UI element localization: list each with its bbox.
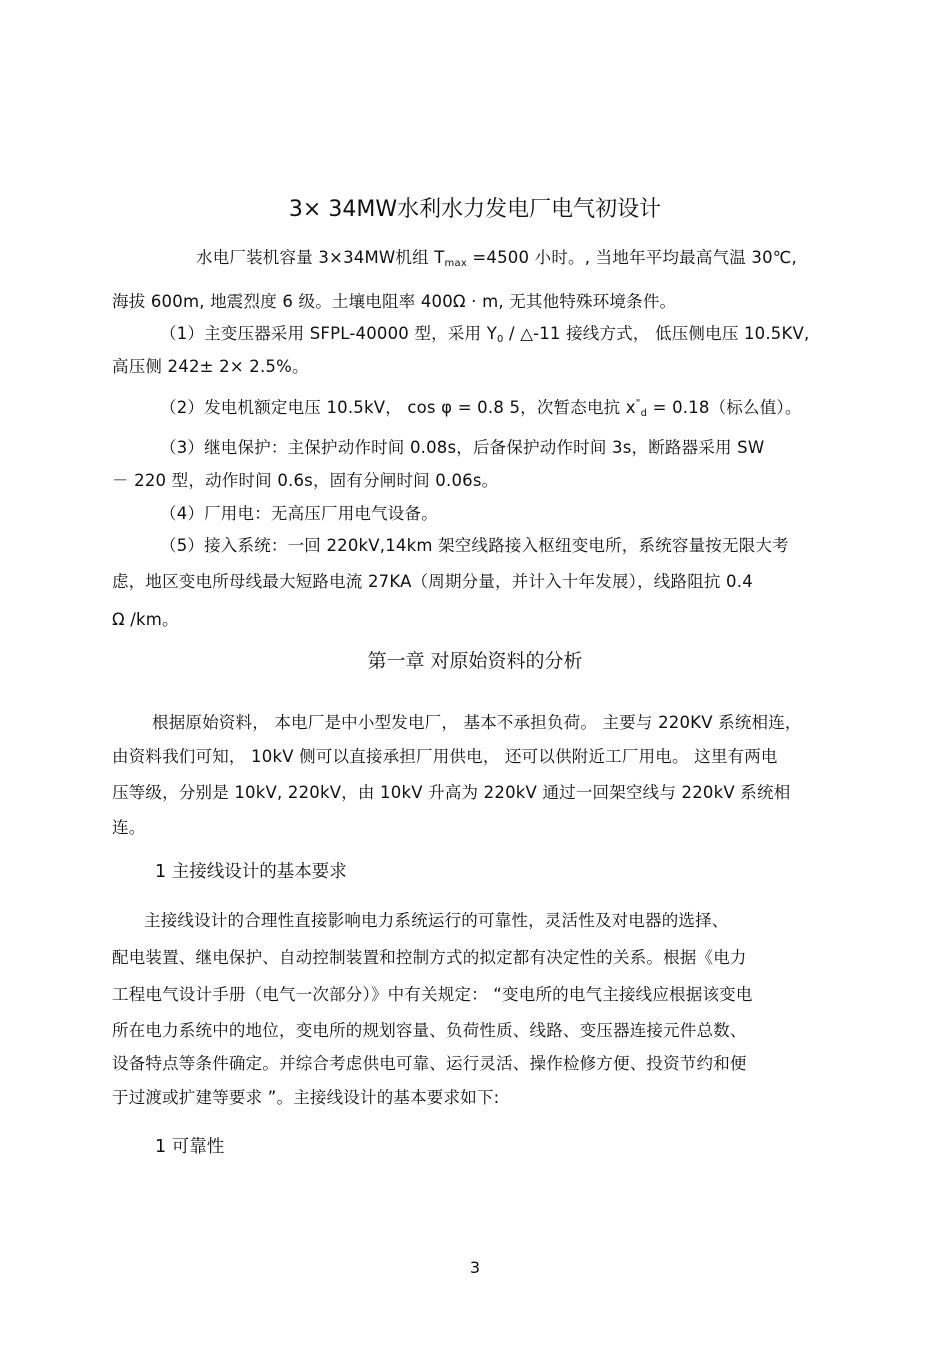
item-5-line-3: Ω /km。	[112, 610, 179, 629]
analysis-line-4: 连。	[112, 818, 146, 837]
section-1-line-3: 工程电气设计手册（电气一次部分）》中有关规定： “变电所的电气主接线应根据该变电	[112, 985, 753, 1004]
item-4-line: （4）厂用电：无高压厂用电气设备。	[160, 504, 438, 523]
xd-subscript: d	[640, 408, 648, 419]
section-1-line-4: 所在电力系统中的地位，变电所的规划容量、负荷性质、线路、变压器连接元件总数、	[112, 1021, 747, 1040]
item-5-line-2: 虑，地区变电所母线最大短路电流 27KA（周期分量，并计入十年发展），线路阻抗 0.4	[112, 572, 753, 591]
analysis-line-3: 压等级，分别是 10kV, 220kV，由 10kV 升高为 220kV 通过一回架空线与 220kV 系统相	[112, 783, 791, 802]
section-1-heading: 1 主接线设计的基本要求	[155, 862, 347, 882]
xd-superscript: "	[635, 398, 641, 409]
section-1-line-2: 配电装置、继电保护、自动控制装置和控制方式的拟定都有决定性的关系。根据《电力	[112, 948, 747, 967]
intro-line-1-start: 水电厂装机容量 3×34MW机组 T	[196, 248, 445, 267]
analysis-line-1: 根据原始资料， 本电厂是中小型发电厂， 基本不承担负荷。 主要与 220KV 系统相连，	[152, 713, 802, 732]
item-3-line-2: － 220 型，动作时间 0.6s，固有分闸时间 0.06s。	[112, 471, 499, 490]
item-1-line-2: 高压侧 242± 2× 2.5%。	[112, 357, 309, 376]
item-1-line-1	[160, 323, 809, 351]
chapter-title: 第一章 对原始资料的分析	[367, 650, 583, 672]
page-number: 3	[469, 1258, 481, 1277]
item-3-line-1: （3）继电保护：主保护动作时间 0.08s，后备保护动作时间 3s，断路器采用 SW	[160, 438, 765, 457]
document-title: 3× 34MW水利水力发电厂电气初设计	[288, 197, 662, 222]
intro-line-1	[196, 247, 797, 275]
section-1-line-1: 主接线设计的合理性直接影响电力系统运行的可靠性，灵活性及对电器的选择、	[144, 911, 729, 930]
item-1-line-1-end: / △-11 接线方式， 低压侧电压 10.5KV,	[503, 324, 810, 343]
section-1-line-5: 设备特点等条件确定。并综合考虑供电可靠、运行灵活、操作检修方便、投资节约和便	[112, 1054, 747, 1073]
intro-line-1-end: =4500 小时。, 当地年平均最高气温 30℃,	[466, 248, 797, 267]
section-1-line-6: 于过渡或扩建等要求 ”。主接线设计的基本要求如下:	[112, 1088, 500, 1107]
analysis-line-2: 由资料我们可知， 10kV 侧可以直接承担厂用供电， 还可以供附近工厂用电。 这里有两电	[112, 747, 778, 766]
tmax-subscript: max	[444, 258, 467, 269]
item-5-line-1: （5）接入系统：一回 220kV,14km 架空线路接入枢纽变电所，系统容量按无限大考	[160, 536, 789, 555]
subsection-1-heading: 1 可靠性	[155, 1137, 225, 1157]
intro-line-2: 海拔 600m, 地震烈度 6 级。土壤电阻率 400Ω · m, 无其他特殊环境条件。	[112, 292, 677, 311]
item-2-line	[160, 393, 802, 425]
item-2-start: （2）发电机额定电压 10.5kV， cos φ = 0.8 5，次暂态电抗 x	[160, 398, 636, 417]
item-1-line-1-start: （1）主变压器采用 SFPL-40000 型，采用 Y	[160, 324, 497, 343]
item-2-end: = 0.18（标么值）。	[647, 398, 802, 417]
y0-subscript: 0	[496, 334, 504, 345]
